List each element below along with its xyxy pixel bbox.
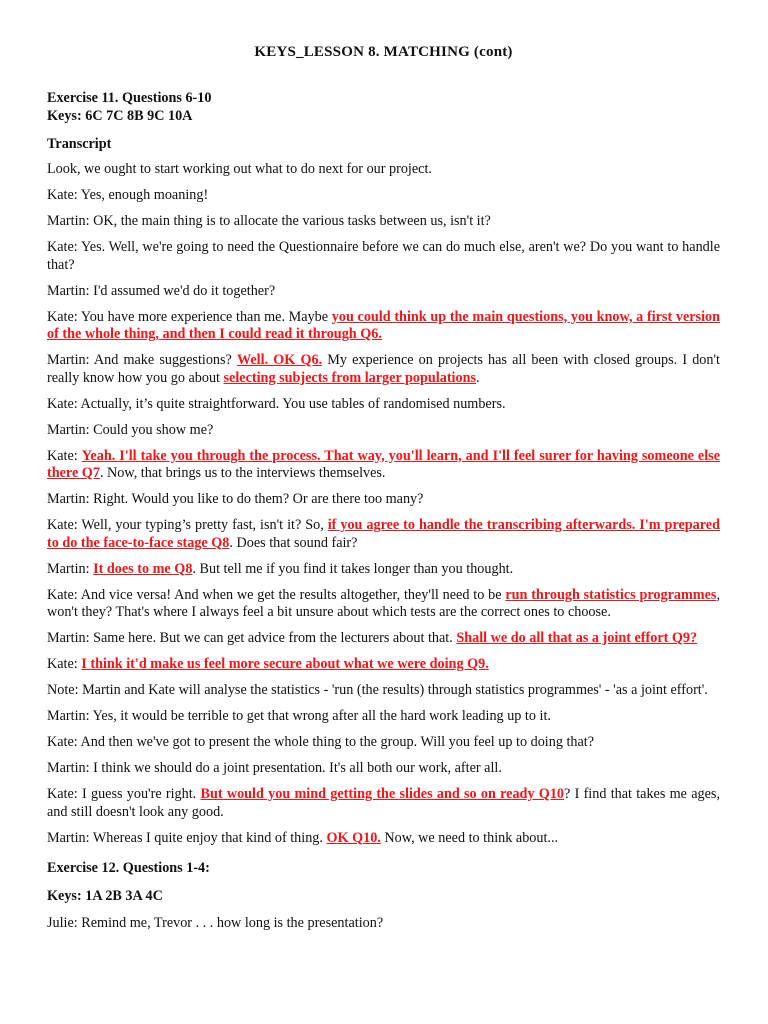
transcript-paragraph (47, 161, 720, 179)
transcript-text: Martin: OK, the main thing is to allocate the various tasks between us, isn't it? (47, 213, 491, 229)
transcript-paragraph (47, 734, 720, 752)
transcript-paragraph (47, 283, 720, 301)
highlighted-answer: I think it'd make us feel more secure about what we were doing Q9. (81, 656, 489, 672)
transcript-text: ? I find that takes me ages, and still doesn't look any good. (47, 786, 720, 820)
document-title: KEYS_LESSON 8. MATCHING (cont) (254, 44, 513, 60)
transcript-heading: Transcript (47, 136, 112, 152)
transcript-text: Kate: You have more experience than me. Maybe (47, 308, 332, 325)
exercise-11-heading: Exercise 11. Questions 6-10 (47, 90, 212, 106)
transcript-text: . Does that sound fair? (229, 534, 358, 551)
highlighted-answer: if you agree to handle the transcribing afterwards. I'm prepared to do the face-to-face stage Q8 (47, 517, 720, 551)
transcript-paragraph (47, 239, 720, 274)
transcript-paragraph (47, 448, 720, 483)
transcript-text: Look, we ought to start working out what to do next for our project. (47, 161, 432, 177)
transcript-paragraph (47, 587, 720, 622)
exercise-12-first-line: Julie: Remind me, Trevor . . . how long is the presentation? (47, 915, 384, 931)
transcript-text: , won't they? That's where I always feel a bit unsure about which tests are the correct ones to choose. (47, 586, 720, 620)
transcript-text: Kate: (47, 447, 82, 464)
transcript-paragraph (47, 352, 720, 387)
transcript-text: Kate: Yes, enough moaning! (47, 187, 209, 203)
transcript-text: Kate: Actually, it’s quite straightforward. You use tables of randomised numbers. (47, 395, 506, 412)
transcript-paragraph (47, 682, 720, 700)
exercise-12-keys: Keys: 1A 2B 3A 4C (47, 888, 163, 904)
highlighted-answer: But would you mind getting the slides and so on ready Q10 (200, 786, 565, 802)
transcript-paragraph (47, 656, 720, 674)
highlighted-answer: Well. OK Q6. (236, 352, 323, 368)
highlighted-answer: selecting subjects from larger populations (223, 369, 477, 386)
transcript-paragraph (47, 561, 720, 579)
transcript-paragraph (47, 309, 720, 344)
transcript-text: Martin: Could you show me? (47, 421, 214, 438)
transcript-text: . (476, 369, 480, 386)
transcript-paragraph (47, 786, 720, 821)
transcript-text: Kate: I guess you're right. (47, 786, 201, 802)
transcript-text: Martin: Right. Would you like to do them? Or are there too many? (47, 491, 424, 507)
transcript-text: Now, we need to think about... (380, 829, 559, 846)
highlighted-answer: OK Q10. (326, 829, 381, 846)
highlighted-answer: Shall we do all that as a joint effort Q9? (456, 630, 698, 646)
transcript-text: Martin: And make suggestions? (47, 352, 237, 368)
transcript-text: Martin: Whereas I quite enjoy that kind of thing. (47, 829, 327, 846)
transcript-text: Martin: (47, 560, 94, 577)
transcript-text: Martin: Yes, it would be terrible to get that wrong after all the hard work leading up to it. (47, 708, 551, 724)
transcript-text: My experience on projects has all been with closed groups. I don't really know how you go about (47, 352, 720, 386)
transcript-paragraph (47, 517, 720, 552)
transcript-paragraph (47, 422, 720, 440)
transcript-body (47, 161, 720, 847)
transcript-paragraph (47, 213, 720, 231)
transcript-paragraph (47, 630, 720, 648)
transcript-paragraph (47, 708, 720, 726)
transcript-text: Martin: I think we should do a joint presentation. It's all both our work, after all. (47, 760, 502, 776)
transcript-paragraph (47, 491, 720, 509)
highlighted-answer: It does to me Q8 (93, 560, 193, 577)
transcript-text: Kate: Yes. Well, we're going to need the Questionnaire before we can do much else, aren't we? Do you want to handle that? (47, 239, 720, 273)
transcript-text: Martin: I'd assumed we'd do it together? (47, 282, 276, 299)
transcript-paragraph (47, 760, 720, 778)
transcript-text: Kate: And vice versa! And when we get the results altogether, they'll need to be (47, 586, 506, 603)
transcript-paragraph (47, 187, 720, 205)
highlighted-answer: you could think up the main questions, you know, a first version of the whole thing, and then I could read it through Q6. (47, 308, 720, 342)
transcript-text: . Now, that brings us to the interviews themselves. (99, 465, 386, 481)
transcript-text: Kate: And then we've got to present the whole thing to the group. Will you feel up to doing that? (47, 734, 595, 750)
transcript-paragraph (47, 830, 720, 848)
transcript-paragraph (47, 396, 720, 414)
transcript-text: . But tell me if you find it takes longer than you thought. (192, 560, 514, 577)
exercise-12-heading: Exercise 12. Questions 1-4: (47, 860, 210, 876)
highlighted-answer: run through statistics programmes (505, 586, 717, 603)
transcript-text: Kate: (47, 656, 82, 672)
transcript-text: Kate: Well, your typing’s pretty fast, isn't it? So, (47, 517, 328, 533)
transcript-text: Note: Martin and Kate will analyse the statistics - 'run (the results) through statistics programmes' - 'as a joint effort'. (47, 682, 708, 698)
exercise-11-keys: Keys: 6C 7C 8B 9C 10A (47, 108, 193, 124)
highlighted-answer: Yeah. I'll take you through the process. That way, you'll learn, and I'll feel surer for having someone else there Q7 (47, 447, 720, 481)
transcript-text: Martin: Same here. But we can get advice from the lecturers about that. (47, 630, 457, 646)
